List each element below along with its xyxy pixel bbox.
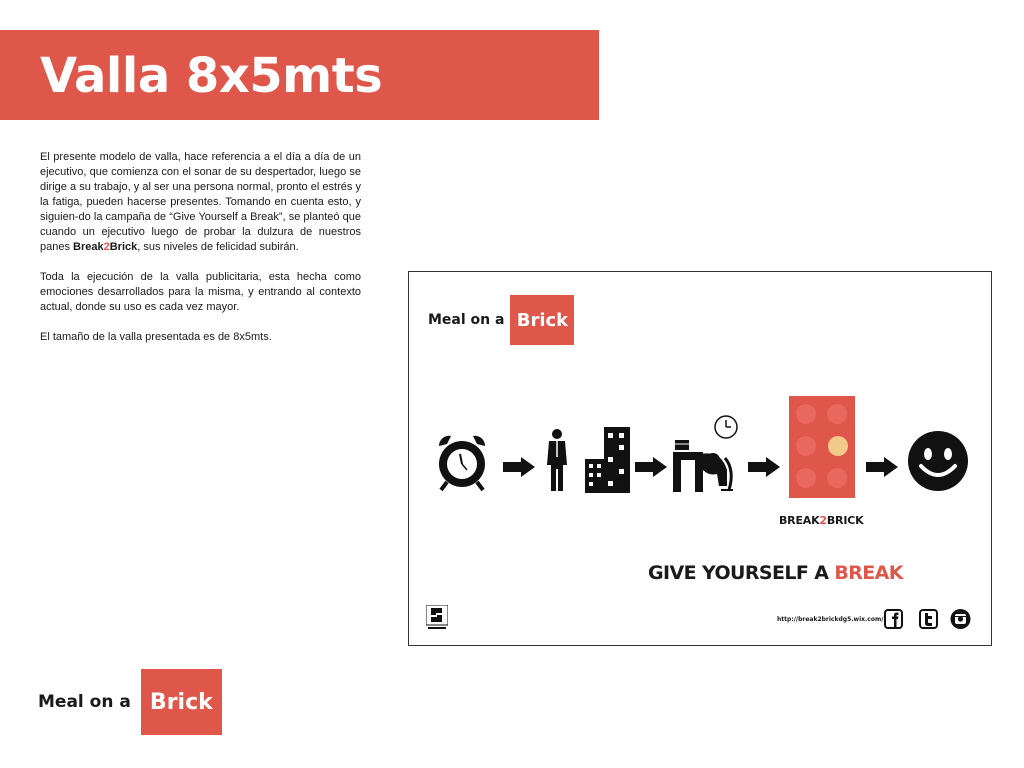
footer-logo (38, 669, 222, 735)
arrow-right-icon (748, 457, 780, 477)
slogan: GIVE YOURSELF A BREAK (648, 562, 903, 584)
billboard-logo (428, 295, 574, 345)
paragraph-1-text: El presente modelo de valla, hace referencia a el día a día de un ejecutivo, que comienza con el sonar de su despertador, luego se dirige a su trabajo, y al ser una persona normal, pronto el estrés y la fatiga, pueden hacerse presentes. Tomando en cuenta esto, y siguien-do la campaña de “Give Yourself a Break”, se planteó que cuando un ejecutivo luego de probar la dulzura de nuestros panes (40, 151, 361, 253)
designer-logo-icon (426, 605, 448, 631)
footer-logo-brick-box: Brick (141, 669, 222, 735)
brand-name: Break2Brick (73, 241, 138, 253)
title-banner (0, 30, 599, 120)
instagram-icon[interactable] (950, 608, 971, 630)
paragraph-3: El tamaño de la valla presentada es de 8x5mts. (40, 331, 272, 343)
website-url[interactable]: http://break2brickdg5.wix.com/ (777, 616, 884, 623)
alarm-clock-icon (433, 432, 491, 492)
logo-brick-box: Brick (510, 295, 574, 345)
smiley-face-icon (907, 430, 969, 492)
break2brick-label: BREAK2BRICK (779, 514, 864, 527)
arrow-right-icon (503, 457, 535, 477)
logo-meal-text: Meal on a (428, 312, 505, 328)
footer-logo-meal-text: Meal on a (38, 692, 131, 712)
description (40, 150, 361, 360)
twitter-icon[interactable] (918, 608, 939, 630)
paragraph-2: Toda la ejecución de la valla publicitaria, esta hecha como emociones desarrollados para la misma, y entrando al contexto actual, donde su uso es cada vez mayor. (40, 271, 361, 313)
billboard-mockup (408, 271, 992, 646)
tired-at-desk-icon (673, 414, 743, 494)
paragraph-1 (40, 150, 361, 255)
page-title: Valla 8x5mts (40, 48, 383, 104)
arrow-right-icon (866, 457, 898, 477)
facebook-icon[interactable] (883, 608, 904, 630)
arrow-right-icon (635, 457, 667, 477)
bread-brick-icon (789, 396, 855, 498)
businessman-city-icon (545, 427, 637, 493)
paragraph-1-end: , sus niveles de felicidad subirán. (137, 241, 299, 253)
